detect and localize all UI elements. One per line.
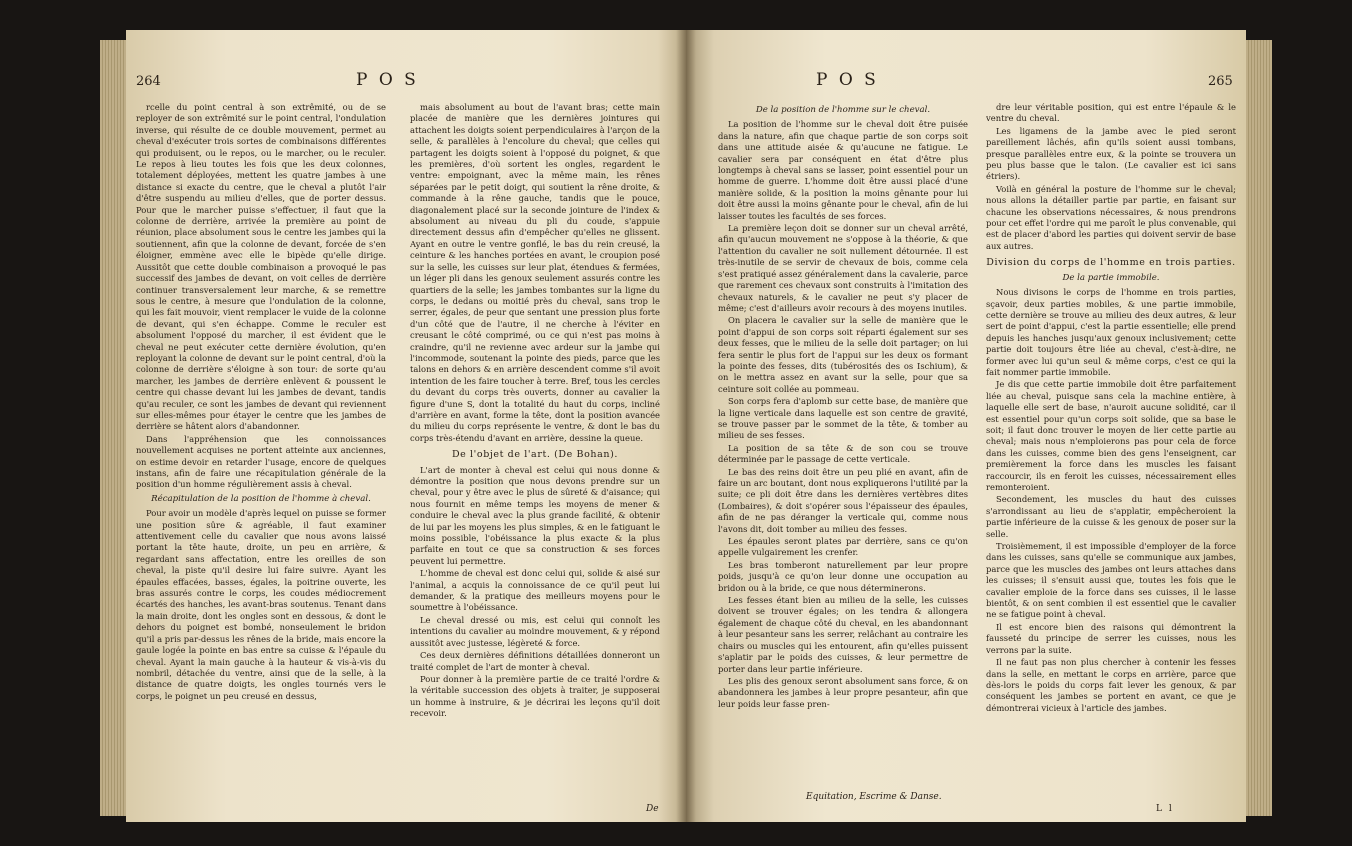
- right-page: [686, 30, 1246, 822]
- left-page-catchword: De: [646, 804, 659, 814]
- paragraph: La position de sa tête & de son cou se trouve déterminée par le passage de cette verticale.: [718, 442, 968, 465]
- paragraph: Le bas des reins doit être un peu plié en avant, afin de faire un arc boutant, dont nous expliquerons l'utilité par la suite; ce pli doit être dans les dernières vertèbres dites (Lombaires), & doit s'opérer sous l'épaisseur des épaules, afin de ne pas déranger la verticale qui, comme nous l'avons dit, doit tomber au milieu des fesses.: [718, 466, 968, 534]
- paragraph: Voilà en général la posture de l'homme sur le cheval; nous allons la détailler partie par partie, en faisant sur chacune les observations nécessaires, & nous prendrons pour cet effet l'ordre qui me paroît le plus convenable, qui est de placer d'abord les parties qui doivent servir de base aux autres.: [986, 183, 1236, 251]
- book-gutter: [676, 30, 696, 822]
- paragraph: Nous divisons le corps de l'homme en trois parties, sçavoir, deux parties mobiles, & une partie immobile, cette dernière se trouve au milieu des deux autres, & leur sert de point d'appui, c'est la partie essentielle; elle prend depuis les hanches jusqu'aux genoux inclusivement; cette partie doit toujours être liée au cheval, c'est-à-dire, ne former avec lui qu'un seul & même corps, c'est ce qui la fait nommer partie immobile.: [986, 287, 1236, 377]
- right-page-header: [696, 70, 1236, 94]
- paragraph: Pour avoir un modèle d'après lequel on puisse se former une position sûre & agréable, il faut examiner attentivement celle du cavalier que nous avons laissé portant la tête haute, droite, un peu en arrière, & regardant sans affectation, entre les oreilles de son cheval, la piste qu'il desire lui faire suivre. Ayant les épaules effacées, basses, égales, la poitrine ouverte, les bras assurés contre le corps, les coudes médiocrement écartés des hanches, les avant-bras soutenus. Tenant dans la main droite, dont les ongles sont en dessous, & dont le dehors du poignet est bombé, nonseulement le bridon qu'il a pris par-dessus les rênes de la bride, mais encore la gaule logée la pointe en bas entre sa cuisse & l'épaule du cheval. Ayant la main gauche à la hauteur & vis-à-vis du nombril, détachée du ventre, ainsi que de la selle, à la distance de quatre doigts, les ongles tournés vers le corps, le poignet un peu creusé en dessus,: [136, 508, 386, 701]
- paragraph: Il ne faut pas non plus chercher à contenir les fesses dans la selle, en mettant le corps en arrière, parce que dès-lors le poids du corps fait lever les genoux, & par conséquent les jambes se portent en avant, ce que je démontrerai vicieux à l'article des jambes.: [986, 657, 1236, 713]
- section-heading: Division du corps de l'homme en trois parties.: [986, 257, 1236, 269]
- section-heading: De la position de l'homme sur le cheval.: [755, 105, 931, 115]
- section-heading: De la partie immobile.: [1062, 272, 1160, 283]
- right-page-column-1: [718, 102, 968, 782]
- paragraph: Je dis que cette partie immobile doit être parfaitement liée au cheval, puisque sans cela la machine entière, à laquelle elle sert de base, n'auroit aucune solidité, car il est essentiel pour qu'un corps soit solide, que sa base le soit; il faut donc trouver le moyen de lier cette partie au cheval; mais nous n'emploierons pas pour cela de force dans les cuisses, comme bien des gens l'enseignent, car premièrement la force dans les muscles les faisant raccourcir, ils en feroit les cuisses, nécessairement elles remonteroient.: [986, 379, 1236, 492]
- paragraph: Troisièmement, il est impossible d'employer de la force dans les cuisses, sans qu'elle se communique aux jambes, parce que les muscles des jambes ont leurs attaches dans les cuisses; il s'ensuit aussi que, toutes les fois que le cavalier emploie de la force dans ses cuisses, il le lasse bientôt, & on sent combien il est essentiel que le cavalier ne se fatigue point à cheval.: [986, 541, 1236, 620]
- section-heading: De l'objet de l'art. (De Bohan).: [451, 449, 619, 461]
- paragraph: mais absolument au bout de l'avant bras; cette main placée de manière que les dernières jointures qui attachent les doigts soient perpendiculaires à l'arçon de la selle, & parallèles à l'encolure du cheval; que celles qui partagent les doigts soient à l'opposé du poignet, & que les premières, d'où sortent les ongles, regardent le ventre: empoignant, avec la même main, les rênes séparées par le petit doigt, qui soutient la rêne droite, & commande à la rêne gauche, tandis que le pouce, diagonalement placé sur la seconde jointure de l'index & absolument au niveau du pli du coude, s'appuie directement dessus afin d'empêcher qu'elles ne glissent. Ayant en outre le ventre gonflé, le bas du rein creusé, la ceinture & les hanches portées en avant, le croupion posé sur la selle, les cuisses sur leur plat, étendues & fermées, un léger pli dans les genoux seulement assurés contre les quartiers de la selle; les jambes tombantes sur la ligne du corps, le dedans ou moitié près du cheval, sans trop le serrer, égales, de peur que sentant une pression plus forte d'un côté que de l'autre, il ne cherche à l'éviter en creusant le côté comprimé, ou ce qui n'est pas moins à craindre, qu'il ne revienne avec ardeur sur la jambe qui l'incommode, soutenant la pointe des pieds, parce que les talons en dehors & en arrière descendent comme s'il avoit intention de les faire toucher à terre. Bref, tous les cercles du devant du corps très ouverts, donner au cavalier la figure d'une S, dont la totalité du haut du corps, incliné d'arrière en avant, forme la tête, dont la position avancée du milieu du corps représente le ventre, & dont le bas du corps très-étendu d'avant en arrière, dessine la queue.: [410, 102, 660, 443]
- paragraph: L'art de monter à cheval est celui qui nous donne & démontre la position que nous devons prendre sur un cheval, pour y être avec le plus de sûreté & d'aisance; qui nous fournit en même temps les moyens de mener & conduire le cheval avec la plus grande facilité, & obtenir de lui par les moyens les plus simples, & en le fatiguant le moins possible, l'obéissance la plus exacte & la plus parfaite en tout ce que sa construction & ses forces peuvent lui permettre.: [410, 464, 660, 566]
- right-page-footer-title: Equitation, Escrime & Danse.: [806, 792, 942, 802]
- left-page-column-2: [410, 102, 660, 802]
- paragraph: Les fesses étant bien au milieu de la selle, les cuisses doivent se trouver égales; on les tendra & allongera également de chaque côté du cheval, en les abandonnant à leur pesanteur sans les serrer, relâchant au contraire les chairs ou muscles qui les entourent, afin qu'elles puissent s'aplatir par le poids des cuisses, & leur permettre de porter dans leur partie inférieure.: [718, 595, 968, 674]
- right-page-number: 265: [1208, 74, 1233, 89]
- left-page: [126, 30, 686, 822]
- right-running-head-col1: P O S: [816, 70, 879, 90]
- right-page-column-2: [986, 102, 1236, 802]
- paragraph: Le cheval dressé ou mis, est celui qui connoît les intentions du cavalier au moindre mouvement, & y répond aussitôt avec justesse, légèreté & force.: [410, 614, 660, 648]
- right-page-edges: [1246, 40, 1272, 816]
- left-page-header: [136, 70, 676, 94]
- paragraph: Son corps fera d'aplomb sur cette base, de manière que la ligne verticale dans laquelle est son centre de gravité, se trouve passer par le sommet de la tête, & tomber au milieu de ses fesses.: [718, 396, 968, 441]
- paragraph: Dans l'appréhension que les connoissances nouvellement acquises ne portent atteinte aux anciennes, on estime devoir en retarder l'usage, encore de quelques instans, afin de faire une récapitulation générale de la position d'un homme régulièrement assis à cheval.: [136, 433, 386, 490]
- left-page-edges: [100, 40, 126, 816]
- left-page-number: 264: [136, 74, 161, 89]
- left-running-head: P O S: [356, 70, 419, 90]
- paragraph: Secondement, les muscles du haut des cuisses s'arrondissant au lieu de s'applatir, empêcheroient la partie inférieure de la cuisse & les genoux de poser sur la selle.: [986, 494, 1236, 539]
- paragraph: La position de l'homme sur le cheval doit être puisée dans la nature, afin que chaque partie de son corps soit dans une attitude aisée & qu'aucune ne fatigue. Le cavalier sera par conséquent en état d'être plus longtemps à cheval sans se lasser, point essentiel pour un homme de guerre. L'homme doit être aussi placé d'une manière solide, & la position la moins gênante pour lui doit être aussi la moins gênante pour le cheval, afin de lui laisser toutes les facultés de ses forces.: [718, 119, 968, 221]
- paragraph: La première leçon doit se donner sur un cheval arrêté, afin qu'aucun mouvement ne s'oppose à la théorie, & que l'attention du cavalier ne soit nullement détournée. Il est très-inutile de se servir de chevaux de bois, comme cela s'est pratiqué assez généralement dans la cavalerie, parce que rarement ces chevaux sont construits à l'imitation des chevaux naturels, & le cavalier ne peut s'y placer de même; c'est d'ailleurs avoir recours à des moyens inutiles.: [718, 223, 968, 313]
- paragraph: Les plis des genoux seront absolument sans force, & on abandonnera les jambes à leur propre pesanteur, afin que leur poids leur fasse pren-: [718, 675, 968, 709]
- paragraph: rcelle du point central à son extrêmité, ou de se reployer de son extrêmité sur le point central, l'ondulation inverse, qui résulte de ce double mouvement, permet au cheval d'exécuter trois sortes de combinaisons différentes qui produisent, ou le repos, ou le marcher, ou le reculer. Le repos à lieu toutes les fois que les deux colonnes, totalement déployées, mettent les quatre jambes à une distance si exacte du centre, que le cheval a plutôt l'air d'être suspendu au milieu d'elles, que de porter dessus. Pour que le marcher puisse s'effectuer, il faut que la colonne de derrière, arrivée la première au point de réunion, place absolument sous le centre les jambes qui la soutiennent, afin que la colonne de devant, forcée de s'en éloigner, emmène avec elle le bipède qu'elle dirige. Aussitôt que cette double combinaison a provoqué le pas successif des jambes de devant, on voit celles de derrière continuer transversalement leur marche, & se remettre sous le centre, à mesure que l'ondulation de la colonne, qui les fait mouvoir, vient remplacer le vuide de la colonne de devant, qui s'en échappe. Comme le reculer est absolument l'opposé du marcher, il est évident que le cheval ne peut exécuter cette dernière évolution, qu'en reployant la colonne de devant sur le point central, d'où la colonne de derrière s'éloigne à son tour: de sorte qu'au marcher, les jambes de derrière enlèvent & poussent le centre qui chasse devant lui les jambes de devant, tandis qu'au reculer, ce sont les jambes de devant qui reviennent sur elles-mêmes pour étayer le centre que les jambes de derrière se hâtent alors d'abandonner.: [136, 102, 386, 432]
- paragraph: Pour donner à la première partie de ce traité l'ordre & la véritable succession des objets à traiter, je supposerai un homme à instruire, & je décrirai les leçons qu'il doit recevoir.: [410, 673, 660, 719]
- paragraph: Ces deux dernières définitions détaillées donneront un traité complet de l'art de monter à cheval.: [410, 650, 660, 672]
- paragraph: L'homme de cheval est donc celui qui, solide & aisé sur l'animal, a acquis la connoissance de ce qu'il peut lui demander, & la pratique des meilleurs moyens pour le soumettre à l'obéissance.: [410, 568, 660, 613]
- paragraph: dre leur véritable position, qui est entre l'épaule & le ventre du cheval.: [986, 102, 1236, 124]
- section-heading: Récapitulation de la position de l'homme à cheval.: [151, 493, 371, 504]
- paragraph: Les ligamens de la jambe avec le pied seront pareillement lâchés, afin qu'ils soient aussi tombans, presque parallèles entre eux, & la pointe se trouvera un peu plus basse que le talon. (Le cavalier est ici sans étriers).: [986, 125, 1236, 182]
- paragraph: Les épaules seront plates par derrière, sans ce qu'on appelle vulgairement les crenfer.: [718, 536, 968, 558]
- paragraph: Il est encore bien des raisons qui démontrent la fausseté du principe de serrer les cuisses, nous les verrons par la suite.: [986, 621, 1236, 655]
- paragraph: Les bras tomberont naturellement par leur propre poids, jusqu'à ce qu'on leur donne une occupation au bridon ou à la bride, ce que nous déterminerons.: [718, 559, 968, 593]
- paragraph: On placera le cavalier sur la selle de manière que le point d'appui de son corps soit réparti également sur ses deux fesses, que le milieu de la selle doit partager; on lui fera sentir le plus fort de l'appui sur les deux os formant la pointe des fesses, dits (tubérosités des os Ischium), & on le mettra assez en avant sur la selle, pour que sa ceinture soit collée au pommeau.: [718, 315, 968, 394]
- left-page-column-1: [136, 102, 386, 802]
- right-page-signature-mark: L l: [1156, 804, 1174, 814]
